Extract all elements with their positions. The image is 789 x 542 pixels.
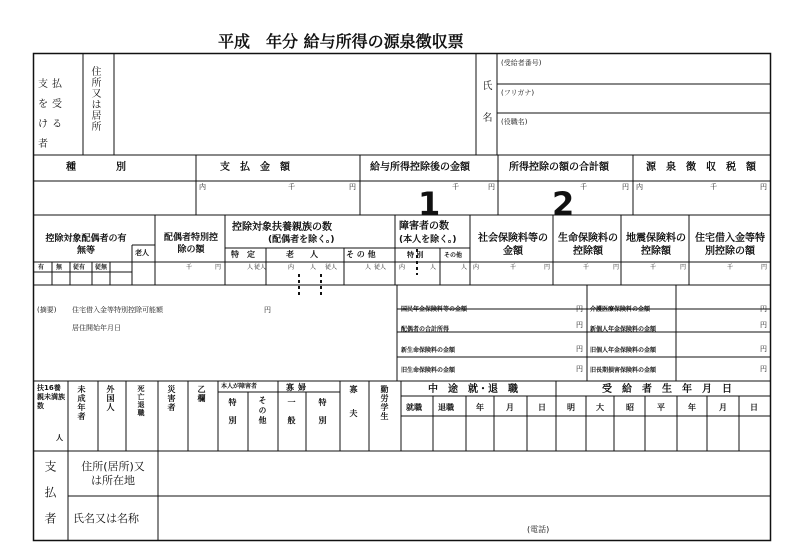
jyuujin-label: 従人	[374, 264, 387, 271]
working-student-label: 勤労学生	[380, 385, 389, 421]
self-disabled-other-label: その他	[258, 396, 267, 426]
unit-jin: 人	[430, 264, 437, 271]
unit-en: 円	[760, 305, 767, 313]
sonota-label: そ の 他	[346, 250, 376, 259]
widow-special-label: 特別	[318, 398, 327, 434]
unit-en: 円	[215, 264, 222, 271]
widower-label: 寡夫	[349, 385, 358, 433]
unit-en: 円	[488, 183, 495, 191]
tekiyo-label: (摘要)	[37, 306, 57, 314]
otsu-label: 乙欄	[197, 385, 206, 403]
birth-day-label: 日	[750, 403, 758, 412]
shubetsu-header: 種 別	[66, 162, 126, 173]
foreigner-label: 外国人	[106, 385, 115, 412]
unit-sen: 千	[186, 264, 193, 271]
self-disabled-special-label: 特別	[228, 398, 237, 434]
juu-ari-label: 従有	[73, 264, 86, 271]
death-retirement-label: 死亡退職	[137, 385, 145, 417]
unit-en: 円	[680, 264, 687, 271]
phone-label: (電話)	[527, 525, 550, 534]
tsuki-label: 月	[506, 403, 514, 412]
payer-name-label: 氏名又は名称	[73, 512, 139, 525]
taishoku-label: 退職	[438, 403, 454, 412]
old-longterm-label: 旧長期損害保険料の金額	[590, 367, 657, 374]
unit-sen: 千	[452, 183, 459, 191]
rojin-label: 老人	[135, 249, 149, 257]
taisho-label: 大	[596, 403, 604, 412]
unit-jin: 人	[365, 264, 372, 271]
tokubetsu-label: 特 別	[407, 251, 424, 259]
unit-en: 円	[576, 305, 583, 313]
recipient-number-label: (受給者番号)	[501, 59, 542, 67]
unit-en: 円	[544, 264, 551, 271]
widow-general-label: 一般	[287, 398, 296, 434]
unit-en: 円	[761, 264, 768, 271]
new-pension-label: 新個人年金保険料の金額	[590, 326, 657, 333]
earthquake-insurance-header: 地震保険料の控除額	[626, 233, 686, 257]
payer-address-label: 住所(居所)又は所在地	[81, 460, 145, 487]
unit-jin: 人	[310, 264, 317, 271]
jyuujin-label: 従人	[254, 264, 267, 271]
juu-mu-label: 従無	[95, 264, 108, 271]
unit-sen: 千	[580, 183, 587, 191]
unit-en: 円	[613, 264, 620, 271]
housing-loan-header: 住宅借入金等特別控除の額	[695, 233, 765, 257]
unit-en: 円	[760, 345, 767, 353]
heisei-label: 平	[657, 403, 665, 412]
nursing-insurance-label: 介護医療保険料の金額	[590, 306, 651, 313]
social-insurance-header: 社会保険料等の金額	[478, 233, 548, 257]
address-label: 住所又は居所	[89, 66, 100, 132]
address-field[interactable]	[115, 55, 475, 154]
disabled-sub: (本人を除く。)	[399, 235, 457, 245]
payer-address-field[interactable]	[159, 452, 769, 495]
withholding-tax-header: 源 泉 徴 収 税 額	[646, 162, 756, 173]
housing-loan-possible-label: 住宅借入金等特別控除可能額	[72, 306, 163, 314]
minor-label: 未成年者	[77, 385, 86, 421]
unit-uchi: 内	[473, 264, 480, 271]
jyuujin-label: 従人	[325, 264, 338, 271]
mu-label: 無	[56, 264, 63, 271]
unit-uchi: 内	[199, 183, 206, 191]
unit-sen: 千	[510, 264, 517, 271]
unit-en: 円	[760, 321, 767, 329]
old-life-insurance-label: 旧生命保険料の金額	[401, 367, 456, 374]
disabled-header: 障害者の数	[399, 221, 449, 232]
disaster-label: 災害者	[167, 385, 176, 412]
young-dependents-label: 扶16養親未満族数	[37, 384, 65, 410]
unit-en: 円	[349, 183, 356, 191]
payment-amount-header: 支 払 金 額	[220, 162, 290, 173]
payer-name-field[interactable]	[159, 497, 519, 540]
pension-insurance-label: 国民年金保険料等の金額	[401, 306, 468, 313]
tokutei-label: 特 定	[231, 250, 255, 259]
unit-en: 円	[622, 183, 629, 191]
life-insurance-header: 生命保険料の控除額	[558, 233, 618, 257]
spouse-status-header: 控除対象配偶者の有無等	[45, 234, 127, 256]
midyear-header: 中 途 就・退 職	[428, 384, 518, 395]
widow-label: 寡婦	[286, 383, 310, 392]
unit-sen: 千	[288, 183, 295, 191]
nen-label: 年	[476, 403, 484, 412]
unit-uchi: 内	[636, 183, 643, 191]
rojin2-label: 老 人	[286, 250, 318, 259]
ari-label: 有	[38, 264, 45, 271]
unit-en: 円	[760, 183, 767, 191]
unit-sen: 千	[650, 264, 657, 271]
name-label: 氏名	[480, 80, 491, 144]
furigana-field[interactable]	[560, 85, 768, 112]
residence-start-label: 居住開始年月日	[72, 324, 121, 332]
spouse-income-label: 配偶者の合計所得	[401, 326, 450, 333]
deduction-total-header: 所得控除の額の合計額	[509, 162, 609, 173]
unit-jin: 人	[56, 434, 63, 442]
tekiyo-yen: 円	[264, 306, 271, 314]
dependents-header: 控除対象扶養親族の数	[232, 222, 332, 233]
furigana-label: (フリガナ)	[501, 89, 535, 97]
income-after-deduction-header: 給与所得控除後の金額	[370, 162, 470, 173]
spouse-special-header: 配偶者特別控除の額	[163, 233, 218, 255]
annotation-2: 2	[552, 185, 575, 223]
self-disabled-label: 本人が障害者	[221, 383, 258, 390]
recipient-label: 支払を受ける者	[38, 79, 66, 150]
new-life-insurance-label: 新生命保険料の金額	[401, 347, 456, 354]
unit-sen: 千	[583, 264, 590, 271]
unit-sen: 千	[727, 264, 734, 271]
unit-en: 円	[576, 365, 583, 373]
showa-label: 昭	[626, 403, 634, 412]
unit-en: 円	[576, 345, 583, 353]
birth-year-label: 年	[688, 403, 696, 412]
unit-uchi: 内	[399, 264, 406, 271]
old-pension-label: 旧個人年金保険料の金額	[590, 347, 657, 354]
hi-label: 日	[538, 403, 546, 412]
birthdate-header: 受 給 者 生 年 月 日	[602, 384, 732, 395]
birth-month-label: 月	[719, 403, 727, 412]
shushoku-label: 就職	[406, 403, 422, 412]
unit-sen: 千	[710, 183, 717, 191]
unit-jin: 人	[247, 264, 254, 271]
unit-uchi: 内	[288, 264, 295, 271]
position-label: (役職名)	[501, 118, 528, 126]
meiji-label: 明	[567, 403, 575, 412]
unit-en: 円	[760, 365, 767, 373]
unit-jin: 人	[461, 264, 468, 271]
sonota-small-label: その他	[444, 252, 463, 259]
annotation-1: 1	[418, 185, 441, 223]
form-title: 平成 年分 給与所得の源泉徴収票	[218, 32, 464, 51]
dependents-sub: (配偶者を除く。)	[268, 235, 335, 245]
unit-en: 円	[576, 321, 583, 329]
payer-label: 支払者	[43, 460, 57, 538]
